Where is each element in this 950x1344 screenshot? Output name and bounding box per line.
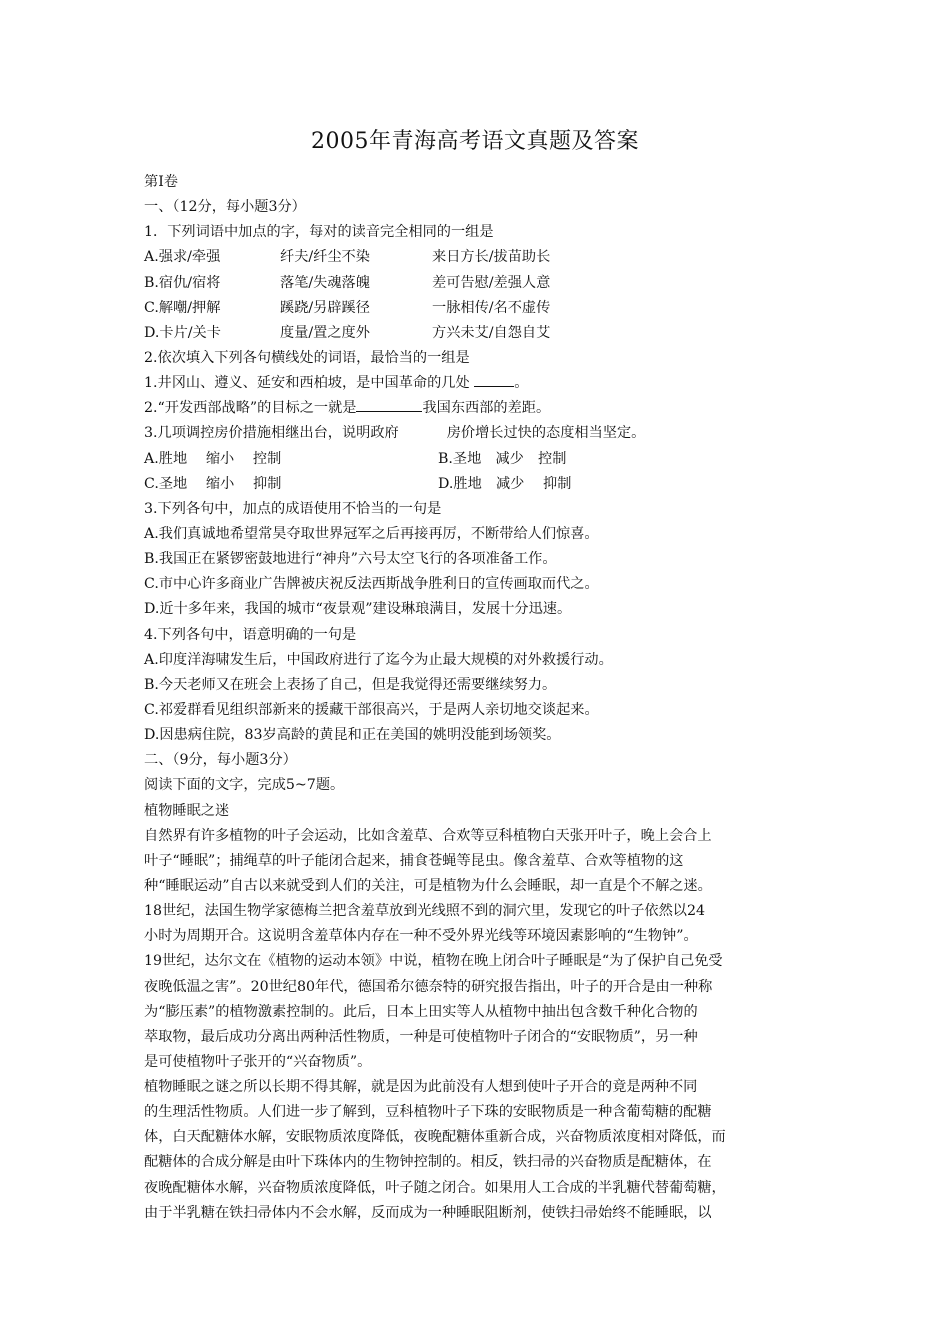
passage-line: 自然界有许多植物的叶子会运动，比如含羞草、合欢等豆科植物白天张开叶子，晚上会合上 (144, 827, 712, 844)
document-title: 2005年青海高考语文真题及答案 (311, 129, 639, 154)
option-pair: 差可告慰/差强人意 (432, 274, 551, 291)
fill-sentence (144, 421, 834, 446)
option-pair: D.卡片/关卡 (144, 324, 221, 341)
sentence-text: 1.井冈山、遵义、延安和西柏坡，是中国革命的几处 (144, 375, 475, 392)
option-pair: C.解嘲/押解 (144, 299, 221, 316)
passage-line: 萃取物，最后成功分离出两种活性物质，一种是可使植物叶子闭合的“安眠物质”，另一种 (144, 1028, 698, 1045)
answer-option: D.近十多年来，我国的城市“夜景观”建设琳琅满目，发展十分迅速。 (144, 601, 572, 618)
section-header: 第Ⅰ卷 (144, 174, 178, 190)
sentence-text: 。 (514, 375, 529, 392)
answer-blank (356, 397, 422, 412)
passage-line: 小时为周期开合。这说明含羞草体内存在一种不受外界光线等环境因素影响的“生物钟”。 (144, 928, 698, 945)
answer-option: B.今天老师又在班会上表扬了自己，但是我觉得还需要继续努力。 (144, 676, 557, 693)
passage-line: 的生理活性物质。人们进一步了解到，豆科植物叶子下珠的安眠物质是一种含葡萄糖的配糖 (144, 1104, 712, 1121)
option-words: B.圣地 减少 控制 (438, 450, 567, 467)
option-pair: 蹊跷/另辟蹊径 (280, 299, 370, 316)
sentence-text: 我国东西部的差距。 (422, 400, 551, 417)
answer-option: B.我国正在紧锣密鼓地进行“神舟”六号太空飞行的各项准备工作。 (144, 551, 557, 568)
passage-line: 是可使植物叶子张开的“兴奋物质”。 (144, 1053, 372, 1070)
option-pair: 一脉相传/名不虚传 (432, 299, 551, 316)
option-pair: A.强求/牵强 (144, 249, 221, 266)
passage-line: 夜晚配糖体水解，兴奋物质浓度降低，叶子随之闭合。如果用人工合成的半乳糖代替葡萄糖， (144, 1179, 726, 1196)
sentence-text: 3.几项调控房价措施相继出台，说明政府 (144, 425, 399, 442)
answer-option: D.因患病住院，83岁高龄的黄昆和正在美国的姚明没能到场领奖。 (144, 727, 561, 744)
answer-option: C.祁爱群看见组织部新来的援藏干部很高兴，于是两人亲切地交谈起来。 (144, 701, 599, 718)
question-stem: 1．下列词语中加点的字，每对的读音完全相同的一组是 (144, 224, 494, 241)
part-header: 二、（9分，每小题3分） (144, 752, 297, 769)
passage-line: 由于半乳糖在铁扫帚体内不会水解，反而成为一种睡眠阻断剂，使铁扫帚始终不能睡眠，以 (144, 1204, 712, 1221)
answer-blank (474, 372, 514, 387)
passage-line: 为“膨压素”的植物激素控制的。此后，日本上田实等人从植物中抽出包含数千种化合物的 (144, 1003, 698, 1020)
passage-line: 19世纪，达尔文在《植物的运动本领》中说，植物在晚上闭合叶子睡眠是“为了保护自己免受 (144, 953, 723, 970)
passage-title: 植物睡眠之迷 (144, 802, 230, 819)
option-pair: 落笔/失魂落魄 (280, 274, 370, 291)
option-pair: B.宿仇/宿将 (144, 274, 221, 291)
answer-option (144, 245, 834, 270)
document-body (144, 170, 834, 1226)
answer-option (144, 296, 834, 321)
answer-option (144, 472, 834, 497)
option-pair: 纤夫/纤尘不染 (280, 249, 370, 266)
passage-line: 配糖体的合成分解是由叶下珠体内的生物钟控制的。相反，铁扫帚的兴奋物质是配糖体，在 (144, 1154, 712, 1171)
passage-line: 18世纪，法国生物学家德梅兰把含羞草放到光线照不到的洞穴里，发现它的叶子依然以24 (144, 903, 706, 920)
question-stem: 4.下列各句中，语意明确的一句是 (144, 626, 357, 643)
answer-option (144, 271, 834, 296)
passage-line: 叶子“睡眠”；捕绳草的叶子能闭合起来，捕食苍蝇等昆虫。像含羞草、合欢等植物的这 (144, 852, 684, 869)
passage-line: 夜晚低温之害”。20世纪80年代，德国希尔德奈特的研究报告指出，叶子的开合是由一种称 (144, 978, 713, 995)
option-words: A.胜地 缩小 控制 (144, 450, 282, 467)
part-header: 一、（12分，每小题3分） (144, 199, 306, 216)
option-pair: 方兴未艾/自怨自艾 (432, 324, 551, 341)
answer-option: C.市中心许多商业广告牌被庆祝反法西斯战争胜利日的宣传画取而代之。 (144, 576, 599, 593)
fill-sentence (144, 396, 834, 421)
passage-line: 植物睡眠之谜之所以长期不得其解，就是因为此前没有人想到使叶子开合的竟是两种不同 (144, 1079, 698, 1096)
option-words: C.圣地 缩小 抑制 (144, 475, 282, 492)
option-pair: 度量/置之度外 (280, 324, 370, 341)
answer-option (144, 447, 834, 472)
reading-instruction: 阅读下面的文字，完成5~7题。 (144, 777, 345, 794)
answer-option: A.我们真诚地希望常昊夺取世界冠军之后再接再厉，不断带给人们惊喜。 (144, 525, 599, 542)
sentence-text: 2.“开发西部战略”的目标之一就是 (144, 400, 357, 417)
option-words: D.胜地 减少 抑制 (438, 475, 572, 492)
passage-line: 体，白天配糖体水解，安眠物质浓度降低，夜晚配糖体重新合成，兴奋物质浓度相对降低，而 (144, 1129, 726, 1146)
option-pair: 来日方长/拔苗助长 (432, 249, 551, 266)
fill-sentence (144, 371, 834, 396)
passage-line: 种“睡眠运动”自古以来就受到人们的关注，可是植物为什么会睡眠，却一直是个不解之迷。 (144, 877, 712, 894)
question-stem: 2.依次填入下列各句横线处的词语，最恰当的一组是 (144, 349, 470, 366)
answer-option (144, 321, 834, 346)
sentence-text: 房价增长过快的态度相当坚定。 (446, 425, 646, 442)
question-stem: 3.下列各句中，加点的成语使用不恰当的一句是 (144, 500, 442, 517)
answer-option: A.印度洋海啸发生后，中国政府进行了迄今为止最大规模的对外救援行动。 (144, 651, 613, 668)
